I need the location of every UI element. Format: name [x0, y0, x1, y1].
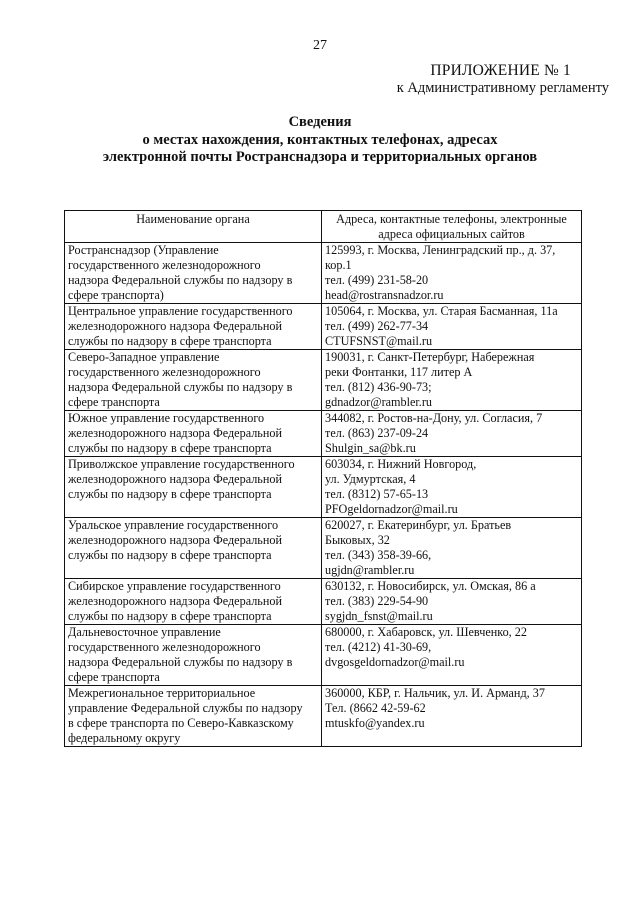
- organ-name-line: Южное управление государственного: [68, 411, 265, 425]
- organ-name-line: железнодорожного надзора Федеральной: [68, 426, 282, 440]
- header-contacts-column: [322, 211, 582, 243]
- organ-name-line: надзора Федеральной службы по надзору в: [68, 655, 293, 669]
- table-header-row: [65, 211, 582, 243]
- contact-line: ул. Удмуртская, 4: [325, 472, 416, 486]
- header-line: адреса официальных сайтов: [378, 227, 525, 241]
- organ-name-cell: [65, 411, 322, 457]
- organ-name-line: сфере транспорта: [68, 670, 160, 684]
- contacts-cell: [322, 411, 582, 457]
- contacts-cell: [322, 457, 582, 518]
- organ-name-line: сфере транспорта): [68, 288, 164, 302]
- organ-name-line: управление Федеральной службы по надзору: [68, 701, 303, 715]
- table-row: [65, 625, 582, 686]
- document-heading: [0, 114, 640, 167]
- contact-line: 630132, г. Новосибирск, ул. Омская, 86 а: [325, 579, 536, 593]
- contacts-cell: [322, 304, 582, 350]
- table-row: [65, 411, 582, 457]
- contact-line: dvgosgeldornadzor@mail.ru: [325, 655, 465, 669]
- organ-name-cell: [65, 304, 322, 350]
- organ-name-line: службы по надзору в сфере транспорта: [68, 609, 272, 623]
- organ-name-cell: [65, 579, 322, 625]
- header-line: Адреса, контактные телефоны, электронные: [336, 212, 567, 226]
- contacts-cell: [322, 518, 582, 579]
- contact-line: 680000, г. Хабаровск, ул. Шевченко, 22: [325, 625, 527, 639]
- contacts-cell: [322, 686, 582, 747]
- contact-line: тел. (499) 231-58-20: [325, 273, 429, 287]
- contact-line: 603034, г. Нижний Новгород,: [325, 457, 477, 471]
- organ-name-line: службы по надзору в сфере транспорта: [68, 334, 272, 348]
- organ-name-line: Сибирское управление государственного: [68, 579, 281, 593]
- organ-name-line: железнодорожного надзора Федеральной: [68, 472, 282, 486]
- contact-line: gdnadzor@rambler.ru: [325, 395, 432, 409]
- contact-line: 344082, г. Ростов-на-Дону, ул. Согласия, 7: [325, 411, 543, 425]
- table-body: [65, 243, 582, 747]
- contact-line: 125993, г. Москва, Ленинградский пр., д. 37,: [325, 243, 556, 257]
- contact-line: 105064, г. Москва, ул. Старая Басманная, 11а: [325, 304, 558, 318]
- contacts-cell: [322, 625, 582, 686]
- organ-name-line: Межрегиональное территориальное: [68, 686, 256, 700]
- organ-name-line: Ространснадзор (Управление: [68, 243, 219, 257]
- organ-name-line: государственного железнодорожного: [68, 258, 261, 272]
- contacts-cell: [322, 243, 582, 304]
- contact-line: 190031, г. Санкт-Петербург, Набережная: [325, 350, 535, 364]
- organ-name-line: железнодорожного надзора Федеральной: [68, 533, 282, 547]
- contact-line: тел. (383) 229-54-90: [325, 594, 429, 608]
- table-row: [65, 457, 582, 518]
- organ-name-line: государственного железнодорожного: [68, 365, 261, 379]
- organ-name-line: службы по надзору в сфере транспорта: [68, 487, 272, 501]
- contact-line: Тел. (8662 42-59-62: [325, 701, 426, 715]
- organ-name-cell: [65, 350, 322, 411]
- page-number: 27: [313, 38, 327, 53]
- contact-line: тел. (499) 262-77-34: [325, 319, 429, 333]
- contact-line: кор.1: [325, 258, 352, 272]
- table-row: [65, 350, 582, 411]
- organ-name-line: железнодорожного надзора Федеральной: [68, 319, 282, 333]
- contact-line: 620027, г. Екатеринбург, ул. Братьев: [325, 518, 512, 532]
- organ-name-line: службы по надзору в сфере транспорта: [68, 441, 272, 455]
- organ-name-line: Северо-Западное управление: [68, 350, 220, 364]
- contact-line: CTUFSNST@mail.ru: [325, 334, 433, 348]
- heading-line: о местах нахождения, контактных телефонах, адресах: [142, 131, 498, 148]
- organ-name-line: Уральское управление государственного: [68, 518, 279, 532]
- contact-line: тел. (863) 237-09-24: [325, 426, 429, 440]
- header-name-column: [65, 211, 322, 243]
- contact-line: Shulgin_sa@bk.ru: [325, 441, 416, 455]
- table-row: [65, 304, 582, 350]
- organ-name-line: надзора Федеральной службы по надзору в: [68, 273, 293, 287]
- contacts-table: [64, 210, 582, 747]
- header-line: Наименование органа: [136, 212, 250, 226]
- organ-name-line: службы по надзору в сфере транспорта: [68, 548, 272, 562]
- organ-name-line: Дальневосточное управление: [68, 625, 221, 639]
- contact-line: Быковых, 32: [325, 533, 390, 547]
- table-row: [65, 518, 582, 579]
- heading-line: электронной почты Ространснадзора и территориальных органов: [102, 149, 538, 165]
- organ-name-line: надзора Федеральной службы по надзору в: [68, 380, 293, 394]
- organ-name-cell: [65, 625, 322, 686]
- contacts-cell: [322, 579, 582, 625]
- organ-name-line: государственного железнодорожного: [68, 640, 261, 654]
- appendix-subtitle: к Административному регламенту: [396, 80, 609, 96]
- organ-name-cell: [65, 518, 322, 579]
- contact-line: реки Фонтанки, 117 литер А: [325, 365, 473, 379]
- contact-line: 360000, КБР, г. Нальчик, ул. И. Арманд, 37: [325, 686, 545, 700]
- contact-line: sygjdn_fsnst@mail.ru: [325, 609, 433, 623]
- contact-line: mtuskfo@yandex.ru: [325, 716, 425, 730]
- heading-line: Сведения: [288, 114, 352, 130]
- contact-line: PFOgeldornadzor@mail.ru: [325, 502, 458, 516]
- appendix-title: ПРИЛОЖЕНИЕ № 1: [430, 62, 571, 79]
- contact-line: ugjdn@rambler.ru: [325, 563, 415, 577]
- organ-name-cell: [65, 457, 322, 518]
- organ-name-line: Центральное управление государственного: [68, 304, 293, 318]
- organ-name-line: в сфере транспорта по Северо-Кавказскому: [68, 716, 294, 730]
- contact-line: тел. (812) 436-90-73;: [325, 380, 432, 394]
- organ-name-cell: [65, 243, 322, 304]
- organ-name-line: сфере транспорта: [68, 395, 160, 409]
- contact-line: тел. (4212) 41-30-69,: [325, 640, 432, 654]
- organ-name-line: Приволжское управление государственного: [68, 457, 295, 471]
- contact-line: head@rostransnadzor.ru: [325, 288, 444, 302]
- organ-name-cell: [65, 686, 322, 747]
- table-row: [65, 579, 582, 625]
- contact-line: тел. (343) 358-39-66,: [325, 548, 432, 562]
- table-row: [65, 243, 582, 304]
- table-row: [65, 686, 582, 747]
- contact-line: тел. (8312) 57-65-13: [325, 487, 429, 501]
- contacts-cell: [322, 350, 582, 411]
- organ-name-line: федеральному округу: [68, 731, 181, 745]
- organ-name-line: железнодорожного надзора Федеральной: [68, 594, 282, 608]
